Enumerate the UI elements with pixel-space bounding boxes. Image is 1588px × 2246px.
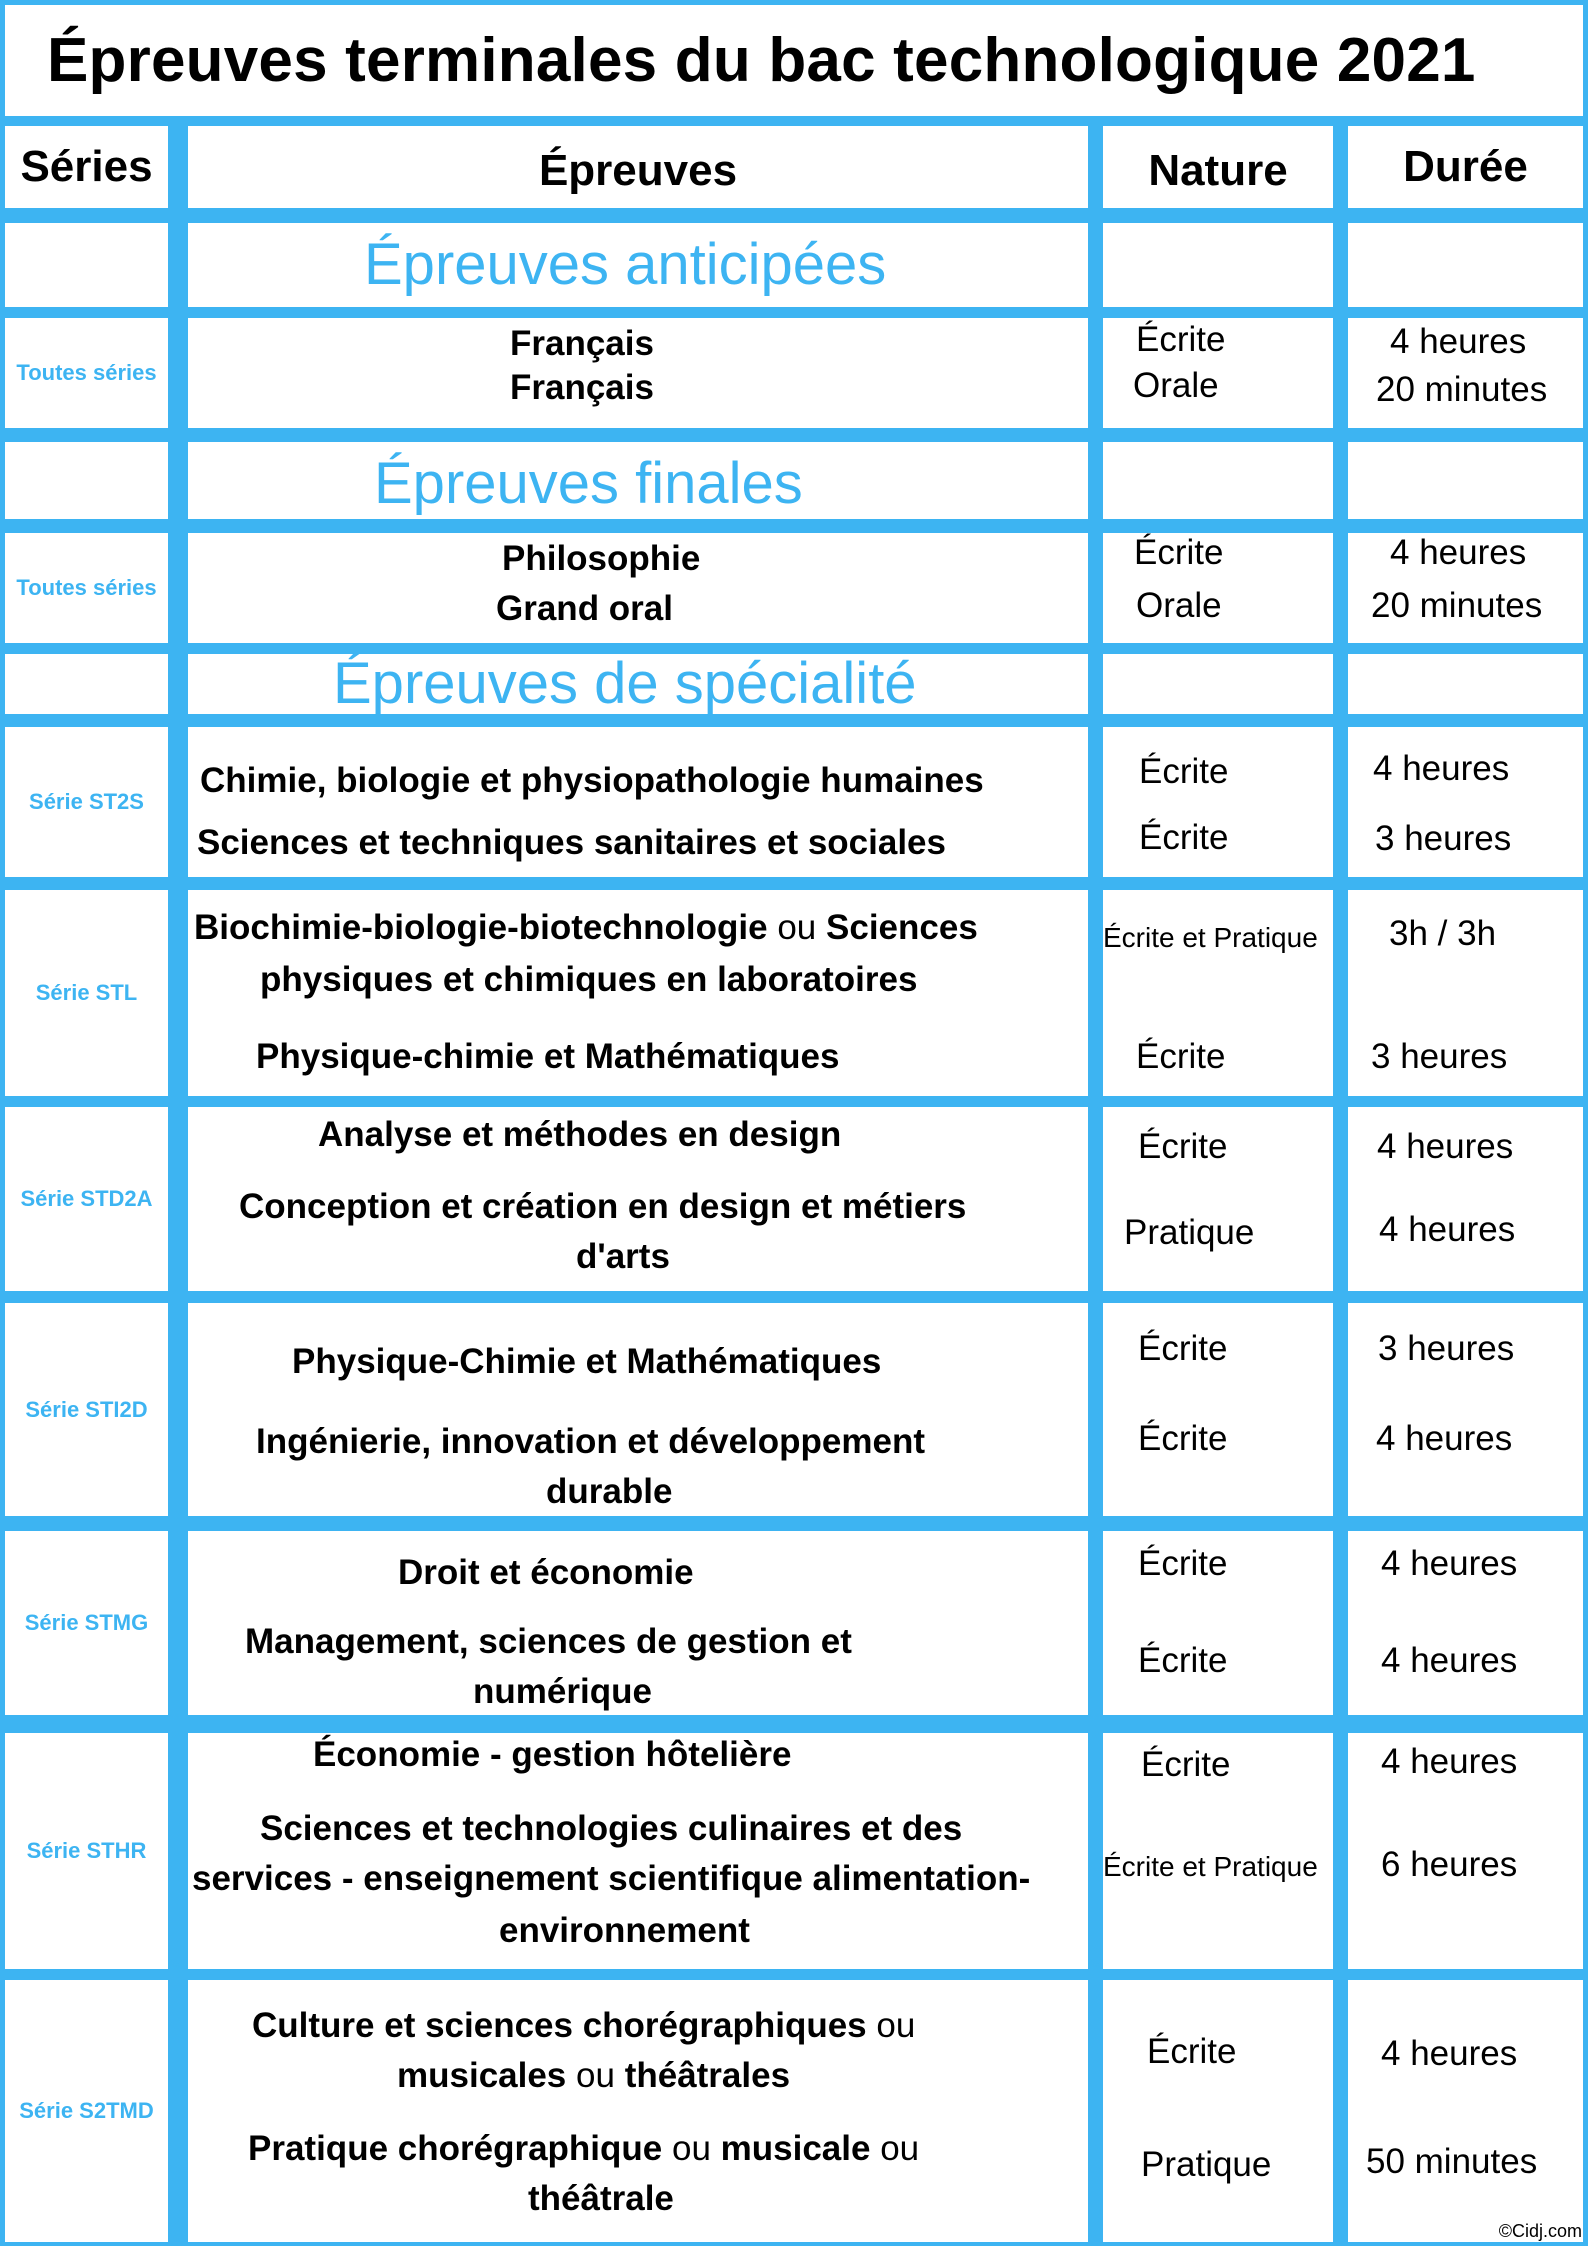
nature-cell	[1103, 1980, 1333, 2242]
epreuve-part: Culture et sciences chorégraphiques	[252, 2006, 867, 2045]
epreuve-name	[252, 2000, 915, 2051]
epreuves-cell	[188, 1980, 1088, 2242]
nature-cell	[1103, 727, 1333, 877]
duree-cell	[1348, 890, 1583, 1096]
nature-value: Écrite	[1147, 2032, 1237, 2071]
epreuves-cell	[188, 533, 1088, 643]
serie-label: Toutes séries	[5, 318, 168, 428]
duree-cell	[1348, 1107, 1583, 1291]
duree-value: 4 heures	[1381, 1641, 1518, 1680]
section-row	[188, 442, 1088, 519]
section-specialite: Épreuves de spécialité	[333, 651, 917, 716]
ou-connector: ou	[876, 2006, 916, 2045]
nature-cell	[1103, 890, 1333, 1096]
epreuve-part: musicale	[720, 2129, 871, 2168]
nature-value: Écrite	[1139, 818, 1229, 857]
duree-value: 3 heures	[1375, 819, 1512, 858]
ou-connector: ou	[777, 908, 817, 947]
epreuve-name: Physique-chimie et Mathématiques	[256, 1037, 840, 1076]
epreuve-name: Conception et création en design et métiers	[239, 1187, 967, 1226]
epreuve-name: Économie - gestion hôtelière	[313, 1735, 792, 1774]
header-series: Séries	[5, 126, 168, 208]
empty-cell	[1103, 223, 1333, 307]
section-row	[188, 223, 1088, 307]
page-title: Épreuves terminales du bac technologique 2021	[5, 5, 1583, 116]
nature-value: Écrite	[1139, 752, 1229, 791]
epreuve-name: Analyse et méthodes en design	[318, 1115, 842, 1154]
epreuves-cell	[188, 318, 1088, 428]
nature-cell	[1103, 1107, 1333, 1291]
duree-value: 4 heures	[1390, 322, 1527, 361]
duree-cell	[1348, 533, 1583, 643]
epreuve-name: Ingénierie, innovation et développement	[256, 1422, 925, 1461]
nature-value: Écrite	[1138, 1419, 1228, 1458]
duree-value: 3 heures	[1371, 1037, 1508, 1076]
epreuve-name: Sciences et technologies culinaires et des	[260, 1809, 963, 1848]
duree-value: 20 minutes	[1376, 370, 1548, 409]
epreuves-cell	[188, 890, 1088, 1096]
epreuve-name: Droit et économie	[398, 1553, 694, 1592]
section-row	[188, 651, 1088, 716]
ou-connector: ou	[880, 2129, 920, 2168]
duree-value: 4 heures	[1381, 1544, 1518, 1583]
epreuve-name: Sciences et techniques sanitaires et sociales	[197, 823, 946, 862]
nature-value: Pratique	[1141, 2145, 1272, 2184]
nature-value: Écrite	[1138, 1544, 1228, 1583]
epreuves-cell	[188, 1733, 1088, 1969]
duree-cell	[1348, 1733, 1583, 1969]
serie-label: Série STL	[5, 890, 168, 1096]
serie-label: Série STI2D	[5, 1303, 168, 1516]
epreuve-name: Français	[510, 324, 654, 363]
duree-value: 4 heures	[1376, 1419, 1513, 1458]
serie-label: Toutes séries	[5, 533, 168, 643]
nature-value: Écrite	[1136, 320, 1226, 359]
duree-cell	[1348, 318, 1583, 428]
section-anticipees: Épreuves anticipées	[364, 232, 887, 297]
epreuve-name: numérique	[473, 1672, 652, 1711]
empty-cell	[5, 442, 168, 519]
header-duree: Durée	[1348, 126, 1583, 208]
duree-value: 4 heures	[1381, 2034, 1518, 2073]
nature-value: Écrite	[1138, 1641, 1228, 1680]
epreuve-name: durable	[546, 1472, 673, 1511]
copyright: ©Cidj.com	[1498, 2221, 1582, 2241]
epreuve-part: théâtrales	[624, 2056, 791, 2095]
duree-value: 4 heures	[1381, 1742, 1518, 1781]
epreuves-cell	[188, 1531, 1088, 1715]
duree-cell	[1348, 1531, 1583, 1715]
nature-value: Orale	[1136, 586, 1222, 625]
empty-cell	[5, 223, 168, 307]
header-epreuves: Épreuves	[188, 126, 1088, 208]
epreuve-name: Grand oral	[496, 589, 673, 628]
empty-cell	[1348, 654, 1583, 714]
epreuve-part: musicales	[397, 2056, 567, 2095]
epreuve-part: Pratique chorégraphique	[248, 2129, 663, 2168]
nature-cell	[1103, 1531, 1333, 1715]
nature-cell	[1103, 1733, 1333, 1969]
empty-cell	[1103, 654, 1333, 714]
nature-value: Écrite	[1138, 1329, 1228, 1368]
epreuves-cell	[188, 727, 1088, 877]
ou-connector: ou	[671, 2129, 711, 2168]
serie-label: Série STD2A	[5, 1107, 168, 1291]
duree-cell	[1348, 727, 1583, 877]
empty-cell	[1348, 223, 1583, 307]
epreuve-name: Chimie, biologie et physiopathologie humaines	[200, 761, 984, 800]
epreuve-name: Philosophie	[502, 539, 701, 578]
duree-cell	[1348, 1980, 1583, 2242]
nature-value: Écrite	[1136, 1037, 1226, 1076]
duree-value: 4 heures	[1377, 1127, 1514, 1166]
epreuve-name	[194, 902, 978, 953]
duree-value: 3 heures	[1378, 1329, 1515, 1368]
nature-cell	[1103, 533, 1333, 643]
nature-value: Orale	[1133, 366, 1219, 405]
empty-cell	[5, 654, 168, 714]
epreuve-name: services - enseignement scientifique alimentation-	[192, 1859, 1031, 1898]
epreuve-name: théâtrale	[528, 2179, 674, 2218]
epreuve-name: Français	[510, 368, 654, 407]
epreuve-name: Physique-Chimie et Mathématiques	[292, 1342, 882, 1381]
epreuves-cell	[188, 1107, 1088, 1291]
duree-value: 50 minutes	[1366, 2142, 1538, 2181]
empty-cell	[1103, 442, 1333, 519]
nature-cell	[1103, 318, 1333, 428]
epreuve-name: environnement	[499, 1911, 750, 1950]
epreuve-name: physiques et chimiques en laboratoires	[260, 960, 918, 999]
duree-value: 6 heures	[1381, 1845, 1518, 1884]
nature-cell	[1103, 1303, 1333, 1516]
header-nature: Nature	[1103, 126, 1333, 208]
section-finales: Épreuves finales	[374, 451, 803, 516]
nature-value: Écrite	[1134, 533, 1224, 572]
epreuve-name	[248, 2123, 919, 2174]
duree-value: 20 minutes	[1371, 586, 1543, 625]
duree-cell	[1348, 1303, 1583, 1516]
duree-value: 4 heures	[1379, 1210, 1516, 1249]
serie-label: Série STHR	[5, 1733, 168, 1969]
nature-value: Écrite	[1138, 1127, 1228, 1166]
duree-value: 3h / 3h	[1389, 914, 1497, 953]
epreuve-part: Sciences	[826, 908, 978, 947]
epreuve-name	[397, 2050, 790, 2101]
serie-label: Série ST2S	[5, 727, 168, 877]
epreuves-cell	[188, 1303, 1088, 1516]
nature-value: Écrite et Pratique	[1103, 1851, 1318, 1882]
serie-label: Série S2TMD	[5, 1980, 168, 2242]
duree-value: 4 heures	[1373, 749, 1510, 788]
epreuve-name: Management, sciences de gestion et	[245, 1622, 852, 1661]
epreuve-name: d'arts	[576, 1237, 670, 1276]
empty-cell	[1348, 442, 1583, 519]
nature-value: Écrite et Pratique	[1103, 922, 1318, 953]
ou-connector: ou	[576, 2056, 615, 2095]
epreuve-part: Biochimie-biologie-biotechnologie	[194, 908, 768, 947]
nature-value: Pratique	[1124, 1213, 1255, 1252]
nature-value: Écrite	[1141, 1745, 1231, 1784]
serie-label: Série STMG	[5, 1531, 168, 1715]
duree-value: 4 heures	[1390, 533, 1527, 572]
